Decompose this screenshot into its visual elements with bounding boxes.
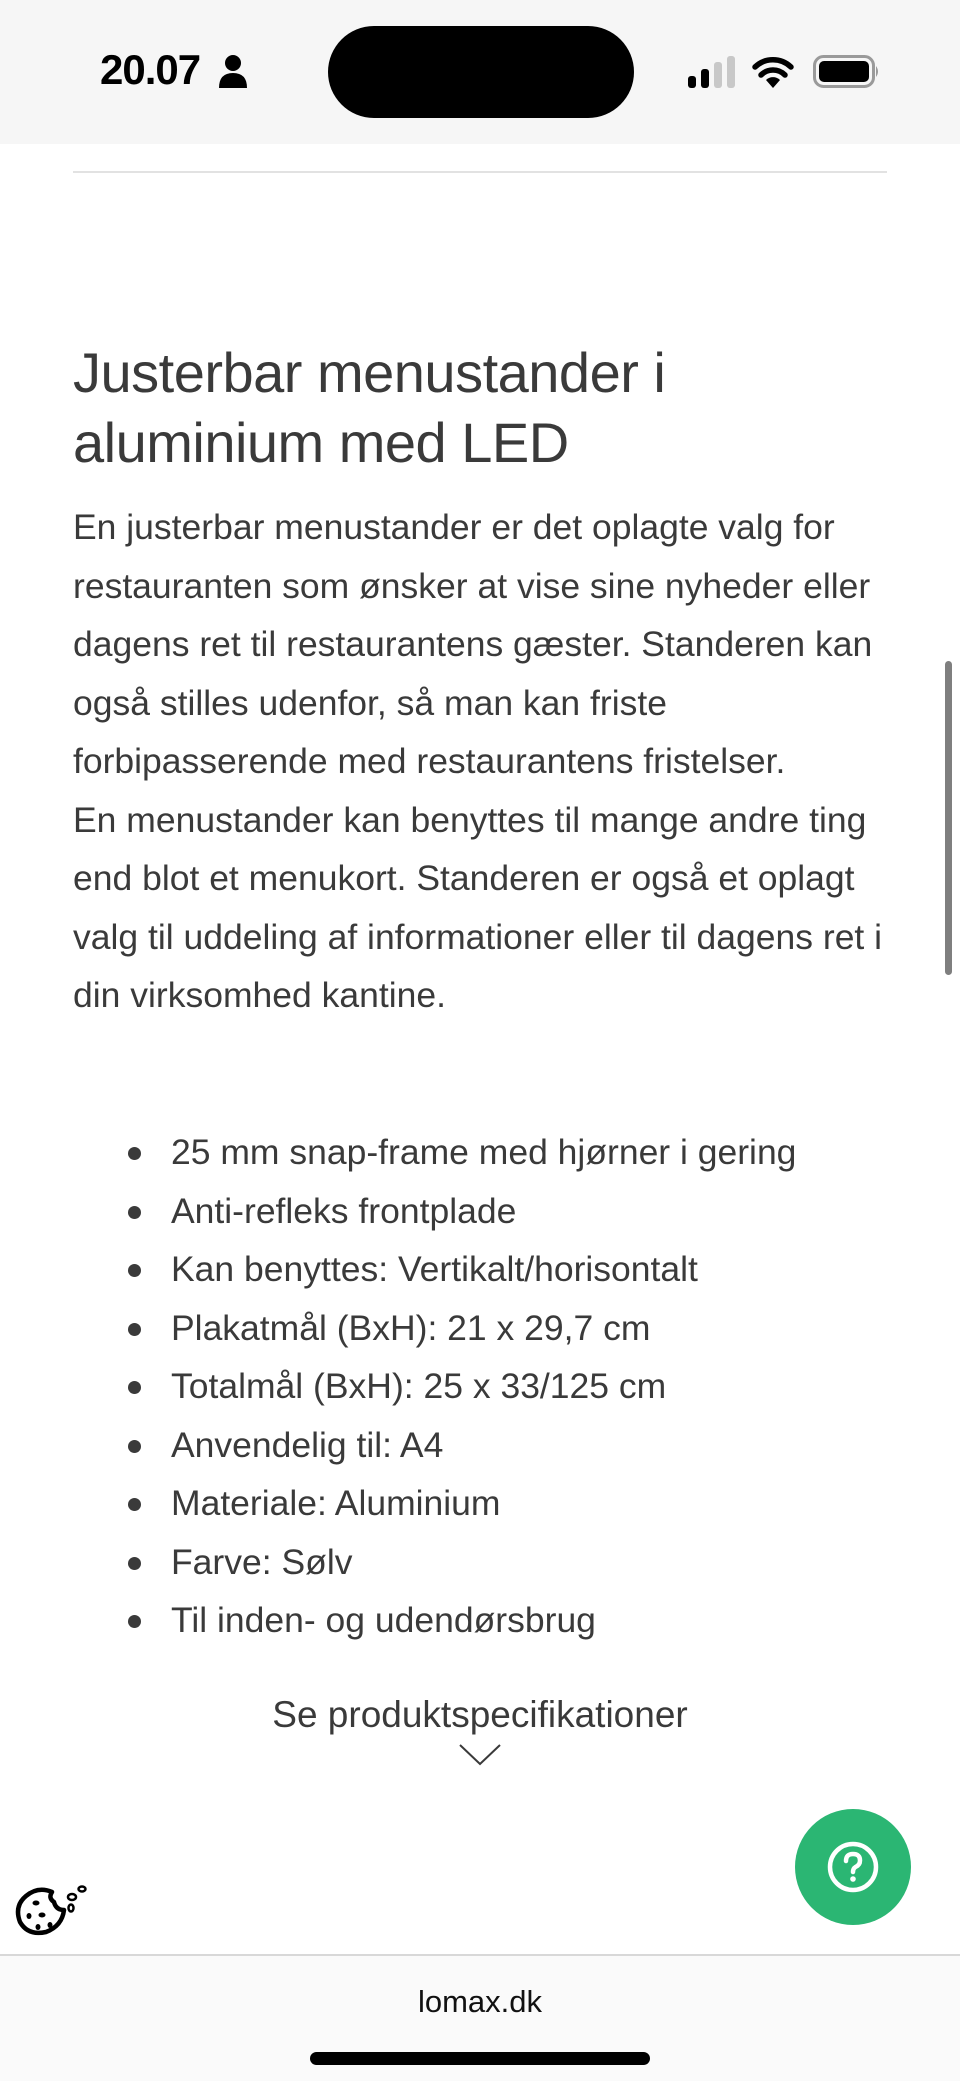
feature-list — [73, 1123, 893, 1650]
feature-text: Kan benyttes: Vertikalt/horisontalt — [171, 1249, 698, 1289]
battery-icon — [813, 55, 881, 88]
feature-text: 25 mm snap-frame med hjørner i gering — [171, 1132, 797, 1172]
bullet-icon — [128, 1323, 141, 1336]
spec-toggle-label: Se produktspecifikationer — [272, 1694, 688, 1735]
question-circle-icon — [826, 1840, 880, 1894]
wifi-icon — [752, 54, 794, 88]
product-description — [73, 498, 893, 1025]
help-button[interactable] — [795, 1809, 911, 1925]
feature-item — [73, 1182, 893, 1241]
feature-text: Anvendelig til: A4 — [171, 1424, 444, 1465]
bullet-icon — [128, 1440, 141, 1453]
feature-item — [73, 1357, 893, 1416]
signal-icon — [688, 56, 738, 88]
cookie-icon — [12, 1870, 88, 1940]
chevron-down-icon — [459, 1744, 501, 1766]
status-bar — [0, 0, 960, 144]
bullet-icon — [128, 1147, 141, 1160]
section-divider — [73, 171, 887, 173]
feature-text: Farve: Sølv — [171, 1541, 353, 1582]
feature-item — [73, 1474, 893, 1533]
bullet-icon — [128, 1615, 141, 1628]
bullet-icon — [128, 1264, 141, 1277]
feature-item — [73, 1591, 893, 1650]
cookie-settings-button[interactable] — [12, 1870, 88, 1940]
feature-text: Til inden- og udendørsbrug — [171, 1600, 596, 1640]
feature-text: Plakatmål (BxH): 21 x 29,7 cm — [171, 1307, 651, 1348]
home-indicator[interactable] — [310, 2052, 650, 2065]
status-time: 20.07 — [100, 46, 201, 93]
bullet-icon — [128, 1381, 141, 1394]
feature-text: Totalmål (BxH): 25 x 33/125 cm — [171, 1366, 667, 1406]
feature-text: Materiale: Aluminium — [171, 1483, 501, 1523]
feature-item — [73, 1299, 893, 1358]
browser-bottom-bar — [0, 1954, 960, 2081]
scrollbar[interactable] — [945, 661, 952, 975]
feature-item — [73, 1416, 893, 1475]
product-title: Justerbar menustander i aluminium med LED — [73, 341, 666, 474]
feature-item — [73, 1123, 893, 1182]
bullet-icon — [128, 1557, 141, 1570]
feature-item — [73, 1240, 893, 1299]
url-label[interactable]: lomax.dk — [417, 1984, 543, 2019]
description-paragraph: En justerbar menustander er det oplagte valg for restauranten som ønsker at vise sine nyheder eller dagens ret til restaurantens gæster. Standeren kan også stilles udenfor, så man kan friste forbipasserende med restaurantens fristelser. — [73, 507, 873, 781]
feature-item — [73, 1533, 893, 1592]
product-specifications-toggle[interactable] — [0, 1690, 960, 1766]
description-paragraph: En menustander kan benyttes til mange andre ting end blot et menukort. Standeren er også et oplagt valg til uddeling af informationer eller til dagens ret i din virksomhed kantine. — [73, 799, 883, 1015]
bullet-icon — [128, 1206, 141, 1219]
dynamic-island — [328, 26, 634, 118]
feature-text: Anti-refleks frontplade — [171, 1190, 517, 1231]
bullet-icon — [128, 1498, 141, 1511]
person-icon — [218, 54, 248, 88]
